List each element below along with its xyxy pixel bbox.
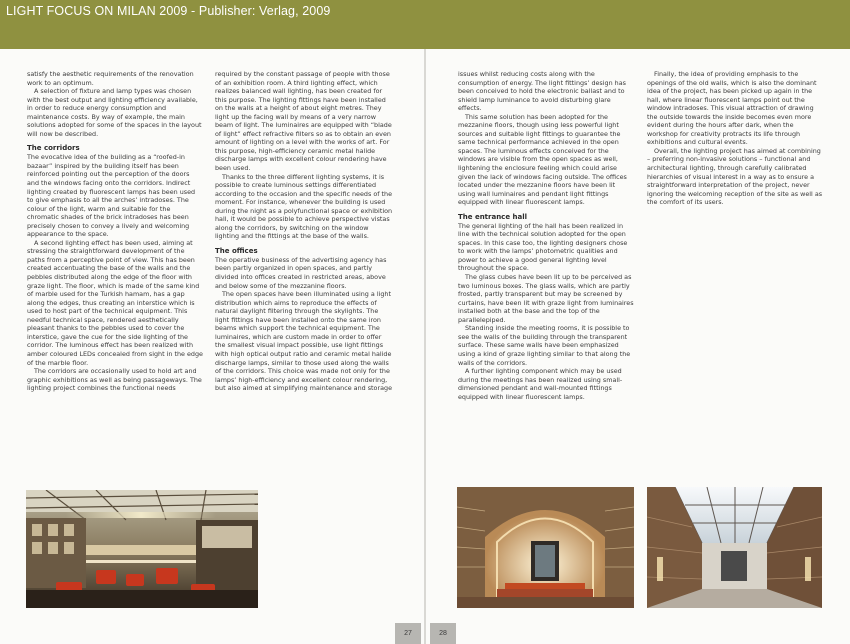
photo-entrance-hall	[457, 487, 634, 608]
page-number-text: 28	[439, 630, 447, 637]
page-left-column-1	[27, 70, 203, 393]
page-number-text: 27	[404, 630, 412, 637]
body-paragraph: A second lighting effect has been used, aiming at stressing the straightforward development of the paths from a perceptive point of view. This has been created accentuating the base of the walls and the pebbles distributed along the edge of the floor with graze light. The floor, which is made of the same kind of marble used for the Turkish hamam, has a gap along the edges, thus creating an interstice which is used to host part of the technical equipment. This needful technical space, rendered aesthetically pleasant thanks to the pebbles used to cover the interstice, gave the cue for the side lighting of the corridor. The luminous effect has been realized with amber coloured LEDs concealed from sight in the edge of the marble floor.	[27, 238, 203, 367]
body-paragraph: The evocative idea of the building as a “roofed-in bazaar” inspired by the building itself has been reinforced pointing out the perception of the doors and the windows facing onto the corridors. Indirect lighting created by fluorescent lamps has been used to give emphasis to all the arches’ intradoses. The colour of the light, warm and suitable for the chromatic shades of the brick intradoses has been precisely chosen to convey a lively and welcoming appearance to the space.	[27, 153, 196, 239]
page-number-right	[430, 623, 456, 644]
section-heading: The entrance hall	[458, 212, 528, 221]
section-heading: The offices	[215, 246, 258, 255]
page-right-column-1	[458, 70, 634, 401]
body-paragraph: The general lighting of the hall has been realized in line with the technical solution adopted for the open spaces. In this case too, the lighting designers chose to work with the lamps’ photometric qualities and power to achieve a good general lighting level throughout the space.	[458, 221, 628, 273]
body-paragraph: The operative business of the advertising agency has been partly organized in open spaces, and partly divided into offices created in restricted areas, above and below some of the mezzanine floors.	[215, 255, 387, 290]
body-paragraph: The open spaces have been illuminated using a light distribution which aims to reproduce the effects of natural daylight filtering through the skylights. The light fittings have been installed onto the same iron beams which support the technical equipment. The luminaires, which are custom made in order to offer the smallest visual impact possible, use light fittings with high optical output ratio and ceramic metal halide discharge lamps, similar to those used along the walls of the corridors. This choice was made not only for the lamps’ high-efficiency and excellent colour rendering, but also aimed at simplifying maintenance and storage	[215, 290, 392, 393]
page-right	[426, 49, 850, 644]
office-interior-image	[26, 490, 258, 608]
page-left	[0, 49, 424, 644]
photo-gallery-corridor	[647, 487, 822, 608]
body-paragraph: The corridors are occasionally used to hold art and graphic exhibitions as well as being passageways. The lighting project combines the functional needs	[27, 367, 202, 393]
photo-office-interior	[26, 490, 258, 608]
page-left-column-2	[215, 70, 393, 393]
section-heading: The corridors	[27, 144, 80, 153]
body-paragraph: This same solution has been adopted for the mezzanine floors, though using less powerful light sources and suitable light fittings to guarantee the same technical performance achieved in the open spaces. The luminous effects conceived for the windows are visible from the open spaces as well, lightening the enclosure feeling which could arise given the lack of windows facing outside. The offices located under the mezzanine floors have been lit using wall luminaires and pendant light fittings equipped with linear fluorescent lamps.	[458, 112, 627, 207]
window-title: LIGHT FOCUS ON MILAN 2009 - Publisher: Verlag, 2009	[6, 4, 331, 18]
title-bar	[0, 0, 850, 49]
body-paragraph: required by the constant passage of people with those of an exhibition room. A third lighting effect, which realizes balanced wall lighting, has been created for this purpose. The lighting fittings have been installed on the walls at a height of about eight metres. They light up the facing wall by means of a very narrow beam of light. The luminaires are equipped with “blade of light” effect refractive filters so as to obtain an even amount of lighting on a level with the works of art. For this purpose, high-efficiency ceramic metal halide discharge lamps with excellent colour rendering have been used.	[215, 70, 392, 173]
entrance-hall-image	[457, 487, 634, 608]
body-paragraph: Overall, the lighting project has aimed at combining – preferring non-invasive solutions – functional and architectural lighting, through carefully calibrated hierarchies of visual interest in a way as to ensure a straightforward interpretation of the project, never ignoring the welcoming reception of the site as well as the comfort of its users.	[647, 146, 823, 207]
body-paragraph: Finally, the idea of providing emphasis to the openings of the old walls, which is also the dominant idea of the project, has been picked up again in the hall, where linear fluorescent lamps point out the window intradoses. This visual attraction of drawing the outside towards the inside becomes even more evident during the hours after dark, when the workshop for creativity protracts its life through exhibitions and cultural events.	[647, 70, 817, 147]
body-paragraph: issues whilst reducing costs along with the consumption of energy. The light fittings’ design has been conceived to hold the electronic ballast and to shield lamp luminance to avoid disturbing glare effects.	[458, 70, 626, 113]
page-right-column-2	[647, 70, 823, 207]
body-paragraph: satisfy the aesthetic requirements of the renovation work to an optimum.	[27, 70, 194, 87]
body-paragraph: The glass cubes have been lit up to be perceived as two luminous boxes. The glass walls, which are partly frosted, partly transparent but may be screened by curtains, have been lit with graze light from luminaires installed both at the base and the top of the parallelepiped.	[458, 273, 634, 324]
body-paragraph: Thanks to the three different lighting systems, it is possible to create luminous settings differentiated according to the occasion and the specific needs of the moment. For instance, whenever the building is used during the night as a polyfunctional space or exhibition hall, it would be possible to achieve perspective vistas along the corridors, by switching on the window lighting and the fittings at the base of the walls.	[215, 172, 393, 241]
page-number-left	[395, 623, 421, 644]
body-paragraph: A further lighting component which may be used during the meetings has been realized using small-dimensioned pendant and wall-mounted fittings equipped with linear fluorescent lamps.	[458, 367, 623, 401]
body-paragraph: Standing inside the meeting rooms, it is possible to see the walls of the building through the transparent surface. These same walls have been emphasized using a kind of graze lighting similar to that along the walls of the corridors.	[458, 324, 631, 367]
body-paragraph: A selection of fixture and lamp types was chosen with the best output and lighting efficiency available, in order to reduce energy consumption and maintenance costs. By way of example, the main solutions adopted for some of the spaces in the layout will now be described.	[27, 87, 202, 138]
gallery-corridor-image	[647, 487, 822, 608]
